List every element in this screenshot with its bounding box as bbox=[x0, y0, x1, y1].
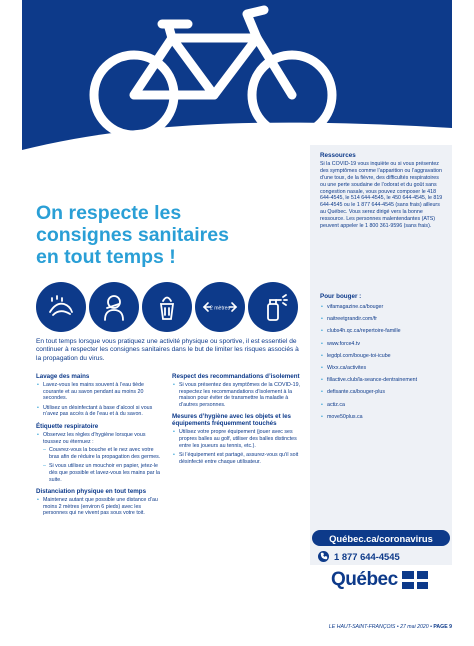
link-item[interactable]: • Wixx.ca/activites bbox=[327, 365, 446, 371]
resources-text: Si la COVID-19 vous inquiète ou si vous présentez des symptômes comme l’apparition ou l’aggravation d’une toux, de la fièvre, des difficultés respiratoires ou une perte soudaine de l’odorat et du goût sans congestion nasale, vous pouvez composer le 418 644-4545, le 514 644-4545, le 450 644-4545, le 819 644-4545 ou le 1 877 644-4545 (sans frais) ailleurs au Québec. Vous serez dirigé vers la bonne ressource. Les personnes malentendantes (ATS) peuvent appeler le 1 800 361-9596 (sans frais). bbox=[320, 160, 443, 230]
title-line-3: en tout temps ! bbox=[36, 246, 176, 268]
link-item[interactable]: • clubs4h.qc.ca/repertoire-famille bbox=[327, 328, 446, 334]
list-item: • Utilisez votre propre équipement (jouer avec ses propres balles au golf, utiliser des balles distinctes entre les joueurs au tennis, etc.). bbox=[179, 429, 300, 449]
tissue-bin-icon bbox=[142, 282, 192, 332]
link-item[interactable]: • move50plus.ca bbox=[327, 414, 446, 420]
intro-paragraph: En tout temps lorsque vous pratiquez une activité physique ou sportive, il est essentiel de continuer à respecter les consignes sanitaires dans le but de limiter les risques associés à la propagation du virus. bbox=[36, 338, 299, 362]
lavage-list bbox=[36, 382, 164, 418]
distance-label: 2 mètres bbox=[209, 305, 231, 312]
bouger-links bbox=[320, 304, 446, 420]
title-line-1: On respecte les bbox=[36, 202, 182, 224]
list-item: • Si l’équipement est partagé, assurez-vous qu’il soit désinfecté entre chaque utilisateur. bbox=[179, 452, 300, 465]
link-item[interactable]: • naitreetgrandir.com/fr bbox=[327, 316, 446, 322]
footer-page: PAGE 9 bbox=[433, 624, 452, 630]
list-item: • Utilisez un désinfectant à base d’alcool si vous n’avez pas accès à de l’eau et à du savon. bbox=[43, 405, 164, 418]
lavage-heading: Lavage des mains bbox=[36, 373, 90, 380]
page-footer bbox=[329, 624, 452, 630]
cough-elbow-icon bbox=[89, 282, 139, 332]
coronavirus-url-button[interactable]: Québec.ca/coronavirus bbox=[312, 530, 450, 546]
phone-icon bbox=[318, 551, 329, 562]
list-item: – Si vous utilisez un mouchoir en papier, jetez-le dès que possible et lavez-vous les mains par la suite. bbox=[49, 463, 164, 483]
distanciation-heading: Distanciation physique en tout temps bbox=[36, 488, 147, 496]
list-item bbox=[43, 432, 164, 483]
isolement-list bbox=[172, 382, 300, 408]
distanciation-list bbox=[36, 497, 164, 517]
list-item: • Si vous présentez des symptômes de la COVID-19, respectez les recommandations d’isolement à la maison pour éviter de transmettre la maladie à d’autres personnes. bbox=[179, 382, 300, 408]
bicycle-icon bbox=[22, 0, 452, 158]
link-item[interactable]: • legdpl.com/bouge-toi-icube bbox=[327, 353, 446, 359]
bouger-box bbox=[320, 293, 446, 426]
isolement-heading: Respect des recommandations d’isolement bbox=[172, 373, 300, 380]
phone-contact[interactable] bbox=[318, 549, 400, 563]
etiquette-heading: Étiquette respiratoire bbox=[36, 422, 99, 430]
middle-column bbox=[172, 373, 300, 470]
link-item[interactable]: • actiz.ca bbox=[327, 402, 446, 408]
link-item[interactable]: • vifamagazine.ca/bouger bbox=[327, 304, 446, 310]
page-title bbox=[36, 202, 306, 268]
etiquette-list bbox=[36, 432, 164, 483]
link-item[interactable]: • www.force4.tv bbox=[327, 341, 446, 347]
quebec-flag-icon bbox=[402, 571, 428, 589]
disinfect-spray-icon bbox=[248, 282, 298, 332]
hero-banner bbox=[22, 0, 452, 158]
etiquette-sublist bbox=[43, 447, 164, 483]
hygiene-heading: Mesures d’hygiène avec les objets et les équipements fréquemment touchés bbox=[172, 413, 291, 428]
resources-heading: Ressources bbox=[320, 152, 356, 159]
hygiene-list bbox=[172, 429, 300, 465]
resources-box bbox=[320, 153, 446, 230]
list-item: – Couvrez-vous la bouche et le nez avec votre bras afin de réduire la propagation des germes. bbox=[49, 447, 164, 460]
handwashing-icon bbox=[36, 282, 86, 332]
footer-publication: LE HAUT-SAINT-FRANÇOIS • 27 mai 2020 • bbox=[328, 624, 434, 630]
list-item: • Lavez-vous les mains souvent à l’eau tiède courante et au savon pendant au moins 20 secondes. bbox=[43, 382, 164, 402]
phone-number: 1 877 644-4545 bbox=[334, 550, 400, 562]
left-column bbox=[36, 373, 164, 522]
quebec-logo bbox=[331, 569, 428, 591]
link-item[interactable]: • defisante.ca/bouger-plus bbox=[327, 389, 446, 395]
distance-2m-icon bbox=[195, 282, 245, 332]
list-item: • Maintenez autant que possible une distance d’au moins 2 mètres (environ 6 pieds) avec les personnes qui ne vivent pas sous votre toit. bbox=[43, 497, 164, 517]
bouger-heading: Pour bouger : bbox=[320, 293, 362, 300]
pictogram-row bbox=[36, 282, 304, 334]
link-item[interactable]: • fillactive.club/la-seance-dentrainement bbox=[327, 377, 446, 383]
title-line-2: consignes sanitaires bbox=[36, 224, 229, 246]
logo-wordmark: Québec bbox=[331, 569, 398, 590]
etiquette-intro: Observez les règles d’hygiène lorsque vous toussez ou éternuez : bbox=[43, 431, 146, 445]
